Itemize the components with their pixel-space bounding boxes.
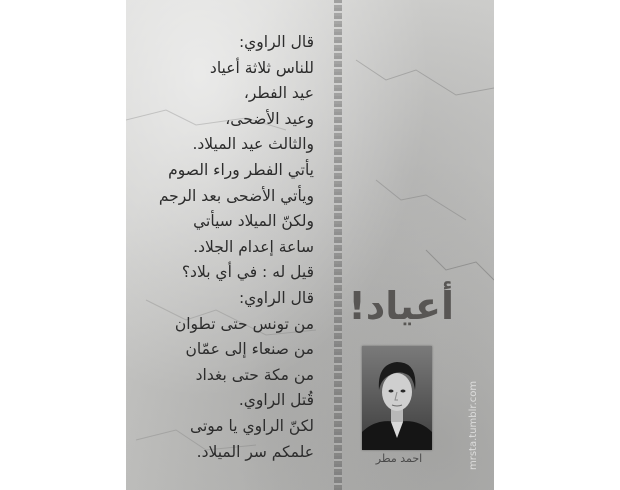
poem-line: قال الراوي: <box>238 33 314 51</box>
poem-title: أعياد! <box>348 284 454 328</box>
poem-line: وعيد الأضحى، <box>225 109 314 128</box>
poem-line: قال الراوي: <box>238 288 314 307</box>
watermark-text: mrsta.tumblr.com <box>468 380 479 470</box>
poem-line: علمكم سر الميلاد. <box>196 442 314 461</box>
portrait-illustration <box>362 346 432 450</box>
poet-name-caption: احمد مطر <box>375 452 423 465</box>
poem-line: لكنّ الراوي يا موتى <box>190 416 314 435</box>
poem-line: قيل له : في أي بلاد؟ <box>181 263 314 282</box>
poem-line: والثالث عيد الميلاد. <box>192 135 314 154</box>
poem-line: يأتي الفطر وراء الصوم <box>168 160 314 179</box>
poem-line: من صنعاء إلى عمّان <box>185 340 314 359</box>
poem-poster <box>126 0 494 490</box>
vertical-divider <box>334 0 342 490</box>
poet-portrait <box>362 346 432 450</box>
poem-line: ولكنّ الميلاد سيأتي <box>193 212 314 231</box>
poem-line: ويأتي الأضحى بعد الرجم <box>158 186 314 205</box>
poem-line: ساعة إعدام الجلاد. <box>193 237 314 256</box>
poem-line: للناس ثلاثة أعياد <box>209 58 314 77</box>
poem-line: من مكة حتى بغداد <box>195 365 314 384</box>
poem-line: قُتل الراوي. <box>238 391 314 410</box>
poem-line: عيد الفطر، <box>243 84 314 103</box>
poem-line: من تونس حتى تطوان <box>174 314 314 333</box>
poem-text <box>126 30 314 465</box>
